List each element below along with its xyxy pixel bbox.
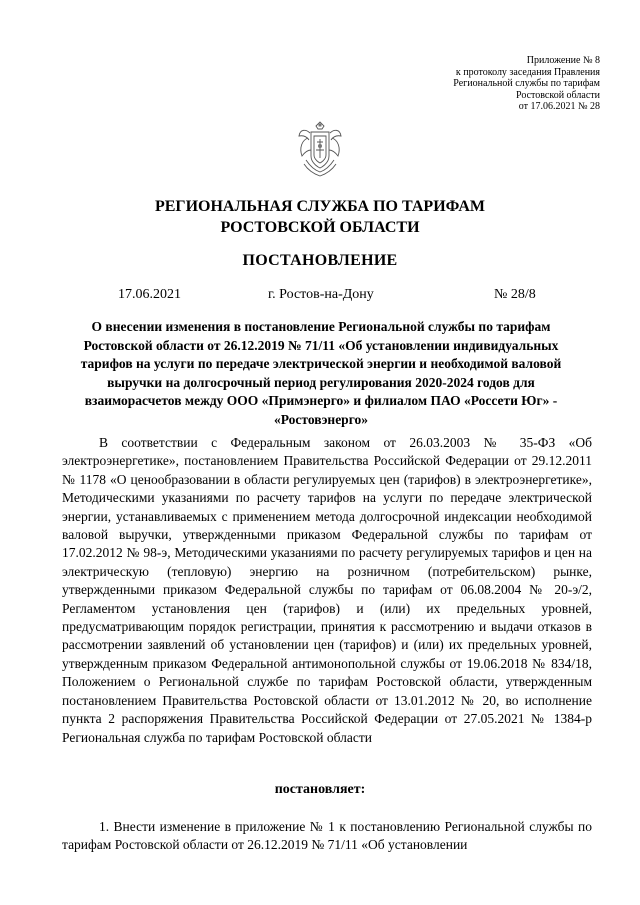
appendix-line: Региональной службы по тарифам	[453, 78, 600, 89]
document-type: ПОСТАНОВЛЕНИЕ	[242, 252, 398, 269]
appendix-line: от 17.06.2021 № 28	[518, 101, 600, 112]
appendix-line: к протоколу заседания Правления	[455, 66, 600, 78]
appendix-line: Ростовской области	[516, 89, 600, 101]
preamble-paragraph: В соответствии с Федеральным законом от 26.03.2003 № 35-ФЗ «Об электроэнергетике», постановлением Правительства Российской Федерации от 29.12.2011 № 1178 «О ценообразовании в области регулируемых цен (тарифов) в электроэнергетике», Методическими указаниями по расчету тарифов на услуги по передаче электрической энергии, устанавливаемых с применением метода долгосрочной индексации необходимой валовой выручки, утвержденными приказом Федеральной службы по тарифам от 17.02.2012 № 98-э, Методическими указаниями по расчету регулируемых тарифов и цен на электрическую (тепловую) энергию на розничном (потребительском) рынке, утвержденными приказом Федеральной службы по тарифам от 06.08.2004 № 20-э/2, Регламентом установления цен (тарифов) и (или) их предельных уровней, предусматривающим порядок регистрации, принятия к рассмотрению и выдачи отказов в рассмотрении заявлений об установлении цен (тарифов) и (или) их предельных уровней, утвержденным приказом Федеральной антимонопольной службы от 19.06.2018 № 834/18, Положением о Региональной службе по тарифам Ростовской области, утвержденным постановлением Правительства Ростовской области от 13.01.2012 № 20, во исполнение пункта 2 распоряжения Правительства Российской Федерации от 27.05.2021 № 1384-р Региональная служба по тарифам Ростовской области	[62, 435, 592, 745]
document-subject: О внесении изменения в постановление Региональной службы по тарифам Ростовской области от 26.12.2019 № 71/11 «Об установлении индивидуальных тарифов на услуги по передаче электрической энергии и необходимой валовой выручки на долгосрочный период регулирования 2020-2024 годов для взаиморасчетов между ООО «Примэнерго» и филиалом ПАО «Россети Юг» - «Ростовэнерго»	[80, 319, 562, 427]
organization-title	[0, 196, 640, 238]
appendix-line: Приложение № 8	[526, 55, 600, 66]
organization-title-line-1: РЕГИОНАЛЬНАЯ СЛУЖБА ПО ТАРИФАМ	[154, 198, 486, 215]
appendix-note	[453, 55, 600, 113]
document-number: № 28/8	[494, 287, 536, 302]
document-date: 17.06.2021	[118, 287, 181, 302]
decree-point-1: 1. Внести изменение в приложение № 1 к постановлению Региональной службы по тарифам Ростовской области от 26.12.2019 № 71/11 «Об установлении	[62, 819, 592, 853]
organization-title-line-2: РОСТОВСКОЙ ОБЛАСТИ	[220, 219, 420, 236]
coat-of-arms-icon	[296, 120, 344, 178]
document-city: г. Ростов-на-Дону	[268, 287, 374, 302]
decree-word: постановляет:	[274, 782, 366, 797]
